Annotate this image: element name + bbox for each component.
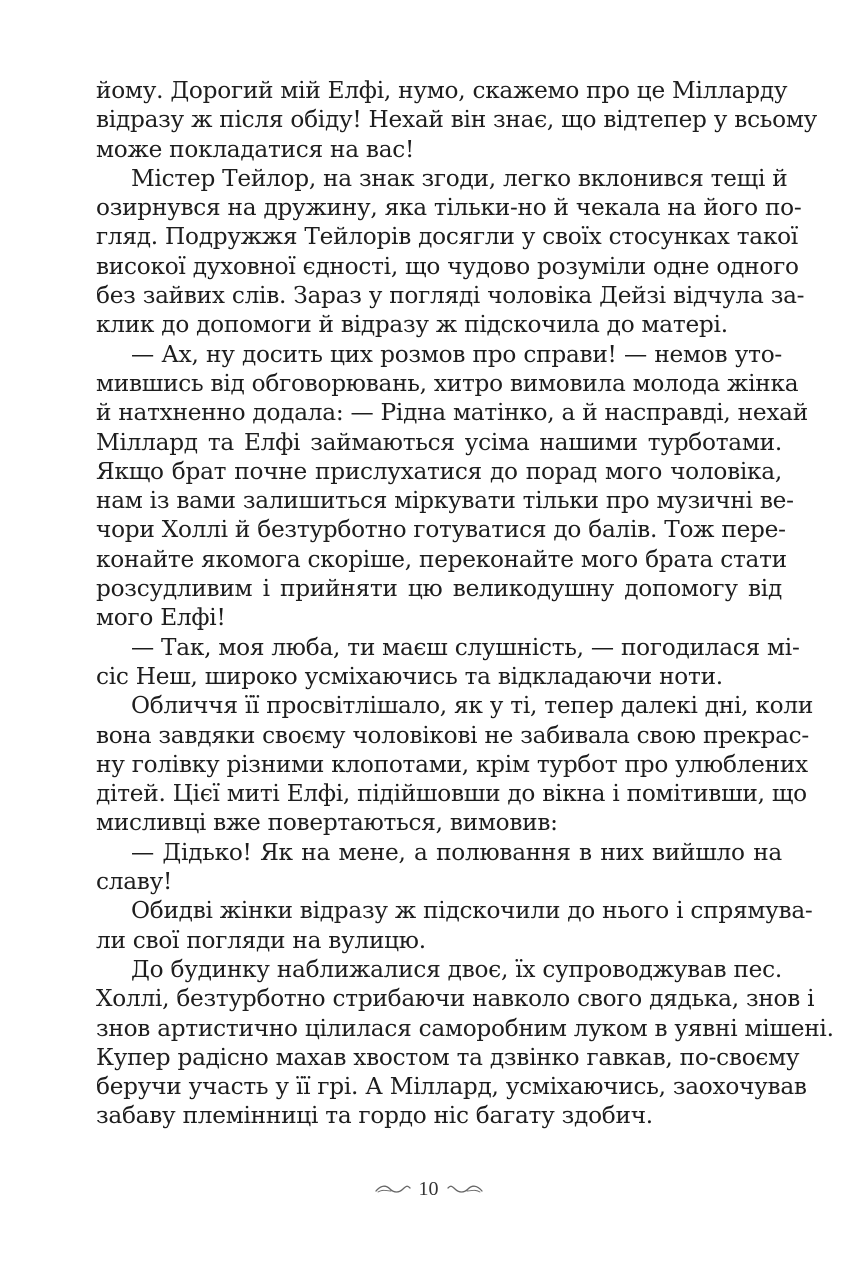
text-line: славу! <box>96 868 173 896</box>
text-line: Міллард та Елфі займаються усіма нашими турботами. <box>96 428 782 456</box>
text-line: гляд. Подружжя Тейлорів досягли у своїх стосунках такої <box>96 223 798 251</box>
text-line: може покладатися на вас! <box>96 135 415 163</box>
text-line: — Так, моя люба, ти маєш слушність, — погодилася мі- <box>131 633 800 661</box>
text-line: дітей. Цієї миті Елфі, підійшовши до вікна і помітивши, що <box>96 780 807 808</box>
text-line: сіс Неш, широко усміхаючись та відкладаючи ноти. <box>96 662 723 690</box>
left-swash-icon <box>375 1183 411 1195</box>
text-line: нам із вами залишиться міркувати тільки про музичні ве- <box>96 487 794 515</box>
text-line: До будинку наближалися двоє, їх супроводжував пес. <box>131 955 782 983</box>
text-line: клик до допомоги й відразу ж підскочила до матері. <box>96 311 728 339</box>
text-line: вона завдяки своєму чоловікові не забивала свою прекрас- <box>96 721 809 749</box>
text-line: Купер радісно махав хвостом та дзвінко гавкав, по-своєму <box>96 1043 800 1071</box>
text-line: Холлі, безтурботно стрибаючи навколо свого дядька, знов і <box>96 985 815 1013</box>
text-line: чори Холлі й безтурботно готуватися до балів. Тож пере- <box>96 516 786 544</box>
text-line: беручи участь у її грі. А Міллард, усміхаючись, заохочував <box>96 1073 807 1101</box>
text-line: й натхненно додала: — Рідна матінко, а й насправді, нехай <box>96 399 808 427</box>
text-line: без зайвих слів. Зараз у погляді чоловіка Дейзі відчула за- <box>96 282 805 310</box>
right-swash-icon <box>447 1183 483 1195</box>
text-line: Якщо брат почне прислухатися до порад мого чоловіка, <box>96 457 782 485</box>
text-line: забаву племінниці та гордо ніс багату здобич. <box>96 1102 653 1130</box>
body-text <box>96 76 834 1131</box>
text-line: — Дідько! Як на мене, а полювання в них вийшло на <box>131 838 782 866</box>
text-line: відразу ж після обіду! Нехай він знає, що відтепер у всьому <box>96 106 818 134</box>
text-line: озирнувся на дружину, яка тільки-но й чекала на його по- <box>96 194 802 222</box>
page-footer <box>0 1176 857 1202</box>
text-line: конайте якомога скоріше, переконайте мого брата стати <box>96 545 787 573</box>
text-line: — Ах, ну досить цих розмов про справи! — немов уто- <box>131 340 782 368</box>
text-line: мого Елфі! <box>96 604 226 632</box>
text-line: йому. Дорогий мій Елфі, нумо, скажемо про це Мілларду <box>96 77 788 104</box>
text-line: ли свої погляди на вулицю. <box>96 926 426 954</box>
text-line: високої духовної єдності, що чудово розуміли одне одного <box>96 252 799 280</box>
text-line: мисливці вже повертаються, вимовив: <box>96 809 558 837</box>
text-line: розсудливим і прийняти цю великодушну допомогу від <box>96 575 782 603</box>
text-line: ну голівку різними клопотами, крім турбот про улюблених <box>96 750 808 778</box>
page-number: 10 <box>418 1178 439 1200</box>
text-line: Містер Тейлор, на знак згоди, легко вклонився тещі й <box>131 164 788 192</box>
text-line: Обидві жінки відразу ж підскочили до нього і спрямува- <box>131 897 813 925</box>
text-line: знов артистично цілилася саморобним луком в уявні мішені. <box>96 1014 834 1042</box>
text-line: мившись від обговорювань, хитро вимовила молода жінка <box>96 369 799 397</box>
text-line: Обличчя її просвітлішало, як у ті, тепер далекі дні, коли <box>131 692 814 720</box>
